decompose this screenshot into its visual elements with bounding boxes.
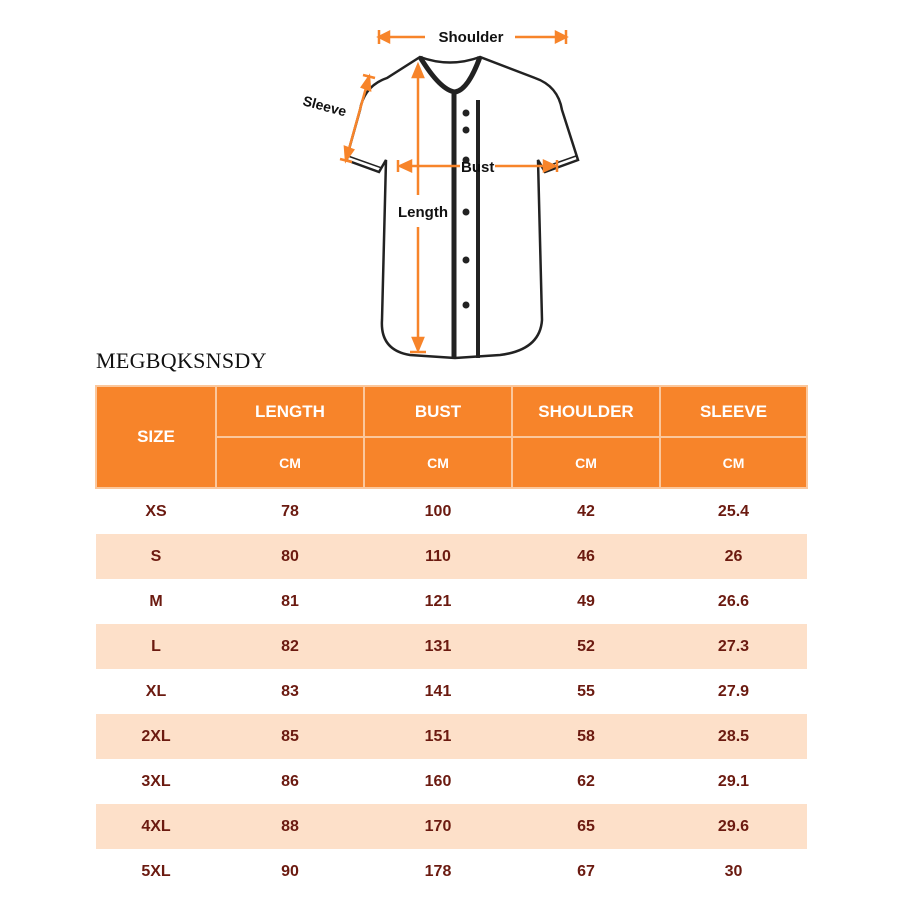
length-cell: 83 [216,669,364,714]
bust-cell: 121 [364,579,512,624]
table-row [96,488,807,534]
bust-cell: 160 [364,759,512,804]
length-cell: 85 [216,714,364,759]
shoulder-cell: 49 [512,579,660,624]
size-cell: L [96,624,216,669]
length-cell: 78 [216,488,364,534]
sleeve-cell: 29.1 [660,759,807,804]
size-cell: XS [96,488,216,534]
length-label: Length [398,204,448,221]
length-cell: 90 [216,849,364,894]
size-cell: M [96,579,216,624]
size-column-header: SIZE [96,386,216,488]
bust-cell: 131 [364,624,512,669]
sleeve-cell: 29.6 [660,804,807,849]
brand-name: MEGBQKSNSDY [96,348,267,373]
bust-column-header: BUST [364,386,512,437]
sleeve-label: Sleeve [301,92,349,120]
shoulder-label: Shoulder [438,29,504,46]
table-row [96,759,807,804]
size-cell: XL [96,669,216,714]
length-cell: 88 [216,804,364,849]
table-row [96,804,807,849]
length-cell: 82 [216,624,364,669]
shoulder-cell: 52 [512,624,660,669]
length-cell: 86 [216,759,364,804]
baseball-jersey-icon [290,20,610,360]
bust-cell: 110 [364,534,512,579]
length-cell: 81 [216,579,364,624]
jersey-size-diagram [290,20,610,360]
shoulder-cell: 46 [512,534,660,579]
sleeve-column-header: SLEEVE [660,386,807,437]
shoulder-cell: 55 [512,669,660,714]
shoulder-cell: 62 [512,759,660,804]
sleeve-cell: 26 [660,534,807,579]
sleeve-cell: 30 [660,849,807,894]
size-cell: 4XL [96,804,216,849]
length-cell: 80 [216,534,364,579]
size-cell: 3XL [96,759,216,804]
sleeve-cell: 27.3 [660,624,807,669]
table-row [96,534,807,579]
table-row [96,714,807,759]
table-row [96,669,807,714]
bust-cell: 141 [364,669,512,714]
size-cell: 2XL [96,714,216,759]
table-row [96,624,807,669]
table-row [96,579,807,624]
bust-cell: 178 [364,849,512,894]
sleeve-cell: 28.5 [660,714,807,759]
size-cell: 5XL [96,849,216,894]
shoulder-cell: 42 [512,488,660,534]
shoulder-column-header: SHOULDER [512,386,660,437]
size-cell: S [96,534,216,579]
table-row [96,849,807,894]
length-column-header: LENGTH [216,386,364,437]
sleeve-cell: 27.9 [660,669,807,714]
bust-cell: 100 [364,488,512,534]
bust-label: Bust [461,159,495,176]
bust-cell: 151 [364,714,512,759]
bust-cell: 170 [364,804,512,849]
sleeve-cell: 26.6 [660,579,807,624]
shoulder-cell: 67 [512,849,660,894]
length-unit: CM [216,437,364,488]
shoulder-cell: 58 [512,714,660,759]
shoulder-cell: 65 [512,804,660,849]
shoulder-unit: CM [512,437,660,488]
bust-unit: CM [364,437,512,488]
sleeve-unit: CM [660,437,807,488]
sleeve-cell: 25.4 [660,488,807,534]
size-chart-table [95,385,808,894]
